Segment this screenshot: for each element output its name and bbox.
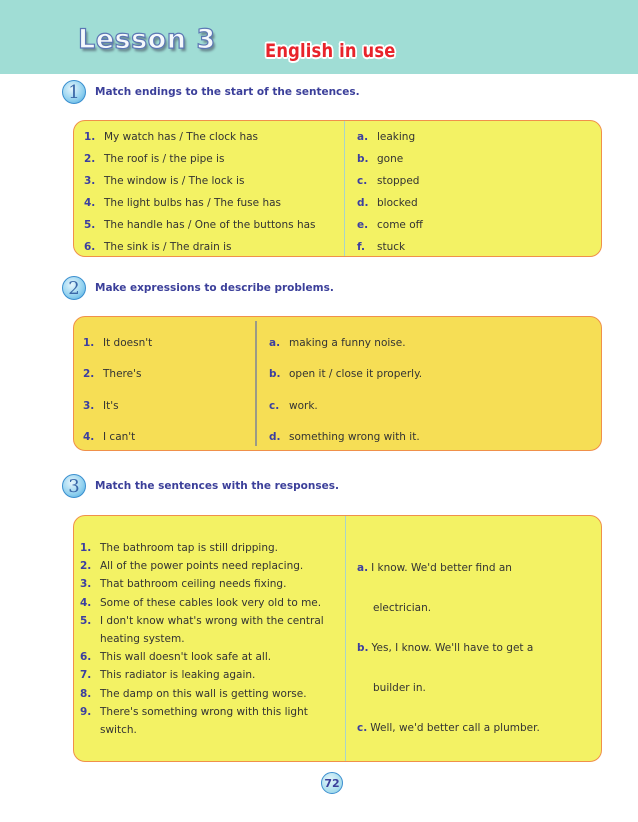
item-text: I know. We'd better find an [371, 562, 512, 574]
exercise-3-box [73, 515, 602, 762]
list-item [357, 718, 540, 738]
item-label: 9. [80, 705, 92, 718]
item-label: 6. [80, 651, 92, 664]
item-label: 2. [80, 560, 92, 573]
item-label: a. [357, 562, 369, 574]
item-label: b. [357, 153, 369, 165]
item-text: work. [289, 399, 318, 412]
exercise-instruction: Match endings to the start of the sentences. [95, 86, 360, 98]
item-text: Some of these cables look very old to me. [100, 596, 322, 609]
item-text: making a funny noise. [289, 336, 406, 349]
list-item [80, 594, 324, 612]
exercise-instruction: Make expressions to describe problems. [95, 282, 334, 294]
list-item [84, 148, 316, 170]
list-item [84, 236, 316, 258]
exercise-2-heading [62, 276, 334, 300]
item-label: 2. [83, 368, 95, 381]
item-text: builder in. [373, 682, 426, 694]
item-text: switch. [100, 723, 137, 736]
list-item [357, 126, 423, 148]
list-item [357, 236, 423, 258]
item-label: c. [357, 175, 368, 187]
item-text: There's [103, 368, 142, 381]
item-text: The light bulbs has / The fuse has [104, 197, 282, 209]
item-text: gone [377, 153, 404, 165]
list-item [357, 170, 423, 192]
item-label: 1. [84, 131, 96, 143]
item-text: The window is / The lock is [104, 175, 245, 187]
list-item [80, 557, 324, 575]
item-text: heating system. [100, 633, 185, 646]
list-item [357, 214, 423, 236]
list-item [83, 327, 152, 359]
item-label: c. [269, 399, 280, 412]
list-item [357, 148, 423, 170]
item-label: 5. [80, 614, 92, 627]
sentence-starts [84, 126, 316, 258]
item-text: electrician. [373, 602, 432, 614]
item-text: There's something wrong with this light [100, 705, 308, 718]
item-label: a. [357, 131, 369, 143]
item-label: c. [357, 722, 368, 734]
list-item [84, 126, 316, 148]
list-item [357, 638, 540, 658]
lesson-title: Lesson 3 [78, 24, 216, 55]
exercise-number-badge-icon: 2 [62, 276, 86, 300]
sentence-endings [357, 126, 423, 258]
item-label: 3. [80, 578, 92, 591]
list-item-continuation [357, 598, 540, 618]
item-label: b. [269, 368, 281, 381]
item-text: I don't know what's wrong with the central [100, 614, 324, 627]
page-number: 72 [321, 772, 343, 794]
item-label: b. [357, 642, 369, 654]
item-text: The bathroom tap is still dripping. [100, 542, 278, 555]
list-item [357, 558, 540, 578]
list-item [80, 703, 324, 721]
item-text: open it / close it properly. [289, 368, 423, 381]
list-item [269, 359, 422, 391]
list-item [84, 170, 316, 192]
exercise-3-heading [62, 474, 339, 498]
item-label: 4. [84, 197, 96, 209]
section-subtitle: English in use [265, 40, 396, 62]
item-text: come off [377, 219, 423, 231]
item-label: 7. [80, 669, 92, 682]
list-item [357, 192, 423, 214]
exercise-number-badge-icon: 1 [62, 80, 86, 104]
item-text: I can't [103, 431, 136, 444]
list-item [84, 192, 316, 214]
sentences [80, 539, 324, 739]
item-label: f. [357, 241, 365, 253]
item-text: My watch has / The clock has [104, 131, 259, 143]
spacer [357, 698, 540, 718]
column-divider [344, 121, 345, 256]
item-label: 1. [80, 542, 92, 555]
list-item [80, 612, 324, 630]
responses [357, 558, 540, 738]
list-item-continuation [80, 630, 324, 648]
list-item [83, 390, 152, 422]
item-label: a. [269, 336, 281, 349]
spacer [357, 578, 540, 598]
column-divider [345, 516, 346, 761]
item-label: 1. [83, 336, 95, 349]
list-item-continuation [80, 721, 324, 739]
spacer [357, 658, 540, 678]
item-text: That bathroom ceiling needs fixing. [100, 578, 287, 591]
item-text: This radiator is leaking again. [100, 669, 256, 682]
item-label: 3. [83, 399, 95, 412]
spacer [357, 618, 540, 638]
list-item [80, 575, 324, 593]
item-text: All of the power points need replacing. [100, 560, 304, 573]
item-text: leaking [377, 131, 416, 143]
item-text: stuck [377, 241, 406, 253]
list-item [80, 648, 324, 666]
lesson-header [0, 0, 638, 74]
item-label: 6. [84, 241, 96, 253]
item-label: e. [357, 219, 369, 231]
exercise-instruction: Match the sentences with the responses. [95, 480, 339, 492]
list-item [269, 422, 422, 454]
list-item [83, 359, 152, 391]
item-label: 8. [80, 687, 92, 700]
exercise-number-badge-icon: 3 [62, 474, 86, 498]
column-divider [255, 321, 257, 446]
list-item [269, 390, 422, 422]
item-label: d. [357, 197, 369, 209]
item-text: This wall doesn't look safe at all. [100, 651, 272, 664]
exercise-1-box [73, 120, 602, 257]
item-label: d. [269, 431, 281, 444]
item-text: something wrong with it. [289, 431, 420, 444]
item-label: 2. [84, 153, 96, 165]
exercise-2-box [73, 316, 602, 451]
exercise-1-heading [62, 80, 360, 104]
list-item [80, 685, 324, 703]
item-text: Yes, I know. We'll have to get a [371, 642, 534, 654]
list-item [83, 422, 152, 454]
expression-starts [83, 327, 152, 453]
item-text: The damp on this wall is getting worse. [100, 687, 307, 700]
list-item [80, 666, 324, 684]
item-text: stopped [377, 175, 420, 187]
item-text: The sink is / The drain is [104, 241, 232, 253]
item-label: 5. [84, 219, 96, 231]
item-text: The handle has / One of the buttons has [104, 219, 316, 231]
item-text: It doesn't [103, 336, 153, 349]
list-item [84, 214, 316, 236]
expression-endings [269, 327, 422, 453]
item-text: It's [103, 399, 119, 412]
item-label: 4. [80, 596, 92, 609]
list-item-continuation [357, 678, 540, 698]
list-item [269, 327, 422, 359]
item-text: blocked [377, 197, 418, 209]
item-label: 3. [84, 175, 96, 187]
item-text: Well, we'd better call a plumber. [370, 722, 540, 734]
item-label: 4. [83, 431, 95, 444]
item-text: The roof is / the pipe is [104, 153, 225, 165]
list-item [80, 539, 324, 557]
